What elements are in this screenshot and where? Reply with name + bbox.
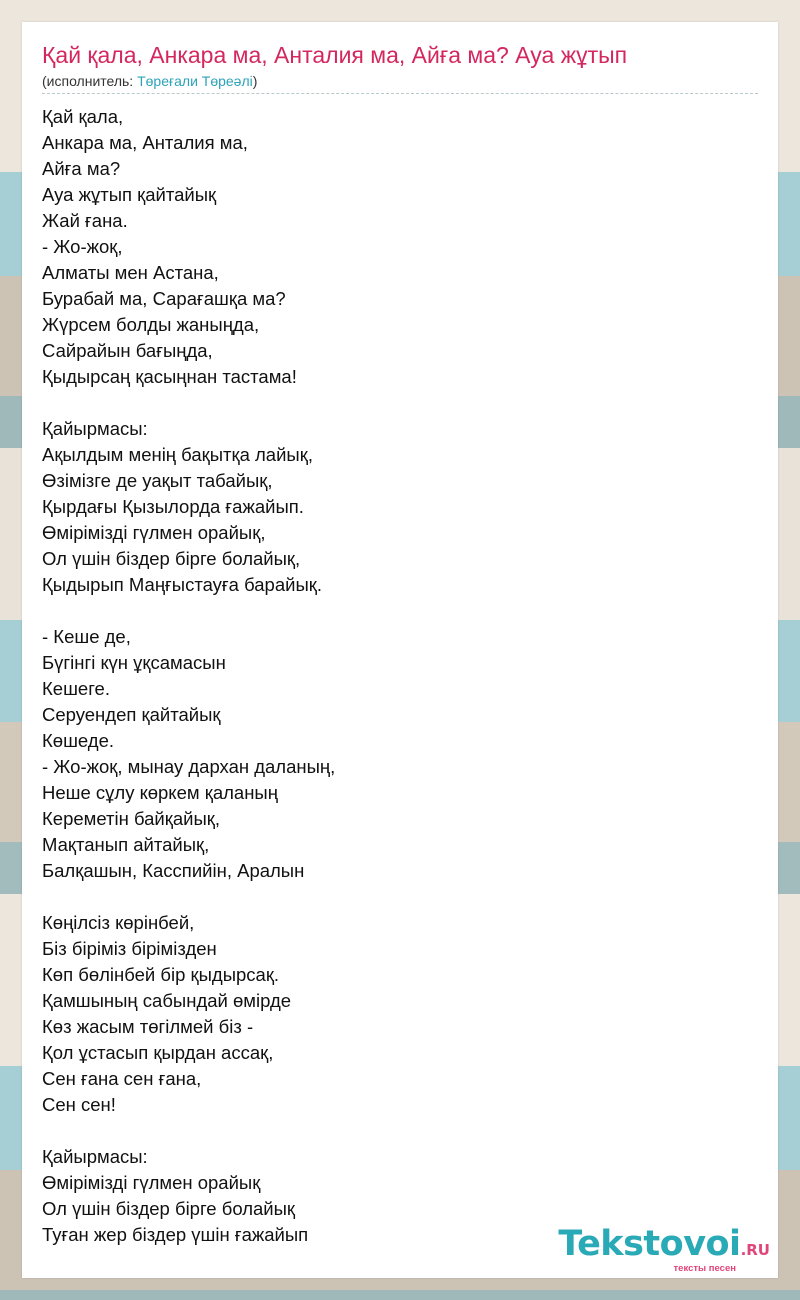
artist-link[interactable]: Төреғали Төреәлі (137, 73, 253, 89)
lyric-line: Неше сұлу көркем қаланың (42, 782, 278, 803)
lyric-line: Анкара ма, Анталия ма, (42, 132, 248, 153)
logo-tagline: тексты песен (673, 1263, 736, 1274)
lyric-line: Ауа жұтып қайтайық (42, 184, 217, 205)
lyric-line: Туған жер біздер үшін ғажайып (42, 1224, 309, 1245)
divider (42, 93, 758, 94)
lyric-line: Өмірімізді гүлмен орайық (42, 1172, 261, 1193)
logo-name: Tekstovoi (558, 1224, 741, 1264)
lyrics-card (22, 22, 778, 1278)
lyric-line: Қайырмасы: (42, 1146, 148, 1167)
lyric-line: Кешеге. (42, 678, 110, 699)
lyric-line: Балқашын, Касспийін, Аралын (42, 860, 305, 881)
logo-tld: .RU (740, 1241, 770, 1259)
lyric-line: Көңілсіз көрінбей, (42, 912, 195, 933)
lyric-line: Қай қала, (42, 106, 124, 127)
lyric-line (42, 884, 335, 910)
lyric-line: Жай ғана. (42, 210, 128, 231)
lyric-line: Сен ғана сен ғана, (42, 1068, 202, 1089)
lyric-line: Көз жасым төгілмей біз - (42, 1016, 254, 1037)
lyric-line (42, 598, 335, 624)
lyric-line: Ол үшін біздер бірге болайық (42, 1198, 296, 1219)
lyric-line: Қайырмасы: (42, 418, 148, 439)
lyric-line: Серуендеп қайтайық (42, 704, 221, 725)
logo-wordmark (558, 1225, 770, 1269)
lyric-line: Бүгінгі күн ұқсамасын (42, 652, 226, 673)
song-title: Қай қала, Анкара ма, Анталия ма, Айға ма? Ауа жұтып (42, 42, 628, 68)
lyric-line: Біз біріміз бірімізден (42, 938, 217, 959)
lyric-line: Ол үшін біздер бірге болайық, (42, 548, 301, 569)
lyric-line: Алматы мен Астана, (42, 262, 219, 283)
lyric-line: - Жо-жоқ, мынау дархан даланың, (42, 756, 336, 777)
lyrics-body (42, 104, 335, 1248)
lyric-line: Мақтанып айтайық, (42, 834, 210, 855)
lyric-line: Қол ұстасып қырдан ассақ, (42, 1042, 274, 1063)
lyric-line: Ақылдым менің бақытқа лайық, (42, 444, 313, 465)
lyric-line: Айға ма? (42, 158, 121, 179)
lyric-line: Қамшының сабындай өмірде (42, 990, 292, 1011)
lyric-line: Өмірімізді гүлмен орайық, (42, 522, 266, 543)
lyric-line: Сен сен! (42, 1094, 116, 1115)
lyric-line: Қыдырсаң қасыңнан тастама! (42, 366, 297, 387)
artist-prefix: (исполнитель: (42, 73, 138, 89)
lyric-line: Сайрайын бағыңда, (42, 340, 213, 361)
lyric-line (42, 1118, 335, 1144)
lyric-line: Қыдырып Маңғыстауға барайық. (42, 574, 323, 595)
lyric-line: Қырдағы Қызылорда ғажайып. (42, 496, 304, 517)
lyric-line: Бурабай ма, Сарағашқа ма? (42, 288, 286, 309)
artist-suffix: ) (252, 73, 258, 89)
lyric-line: Өзімізге де уақыт табайық, (42, 470, 273, 491)
lyric-line: Көшеде. (42, 730, 115, 751)
artist-line (42, 73, 257, 89)
lyric-line: - Жо-жоқ, (42, 236, 123, 257)
lyric-line (42, 390, 335, 416)
lyric-line: Кереметін байқайық, (42, 808, 221, 829)
lyric-line: - Кеше де, (42, 626, 131, 647)
lyric-line: Көп бөлінбей бір қыдырсақ. (42, 964, 280, 985)
lyric-line: Жүрсем болды жаныңда, (42, 314, 260, 335)
site-logo[interactable] (558, 1225, 770, 1274)
